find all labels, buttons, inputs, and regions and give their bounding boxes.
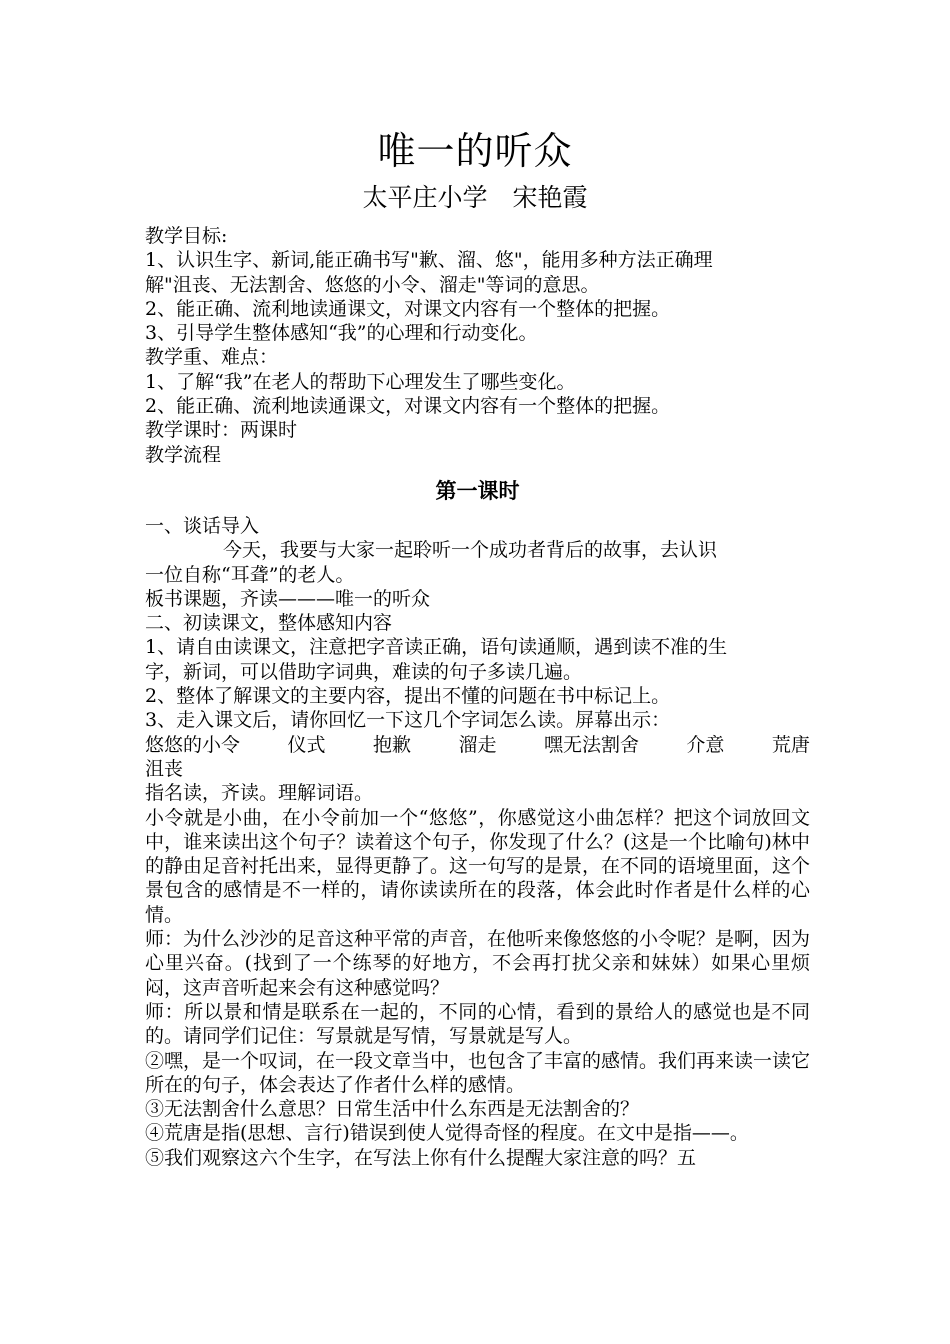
- vocabulary-row: [145, 733, 810, 757]
- document-title: 唯一的听众: [377, 129, 573, 173]
- paragraph: ③无法割舍什么意思？日常生活中什么东西是无法割舍的？: [145, 1098, 640, 1121]
- goal-item: 1、认识生字、新词,能正确书写"歉、溜、悠"，能用多种方法正确理: [145, 249, 713, 272]
- step-item: 2、整体了解课文的主要内容，提出不懂的问题在书中标记上。: [145, 685, 671, 708]
- section-heading: 一、谈话导入: [145, 514, 260, 537]
- vocab-word: 抱歉: [372, 733, 411, 756]
- goal-item-continuation: 解"沮丧、无法割舍、悠悠的小令、溜走"等词的意思。: [145, 273, 600, 296]
- paragraph: 师：所以景和情是联系在一起的，不同的心情，看到的景给人的感觉也是不同的。请同学们记住：写景就是写情，写景就是写人。: [145, 1000, 810, 1048]
- paragraph-line: 一位自称“耳聋”的老人。: [145, 563, 355, 586]
- goal-item: 2、能正确、流利地读通课文，对课文内容有一个整体的把握。: [145, 297, 671, 320]
- instruction-line: 指名读，齐读。理解词语。: [145, 782, 374, 805]
- key-point-item: 1、了解“我”在老人的帮助下心理发生了哪些变化。: [145, 370, 576, 393]
- vocab-word: 嘿无法割舍: [543, 733, 639, 756]
- paragraph: 师：为什么沙沙的足音这种平常的声音，在他听来像悠悠的小令呢？是啊，因为心里兴奋。(找到了一个练琴的好地方，不会再打扰父亲和妹妹）如果心里烦闷，这声音听起来会有这种感觉吗？: [145, 928, 811, 999]
- paragraph-line: 今天，我要与大家一起聆听一个成功者背后的故事，去认识: [223, 539, 718, 562]
- board-note: 板书课题，齐读———唯一的听众: [145, 587, 431, 610]
- section-heading: 二、初读课文，整体感知内容: [145, 612, 393, 635]
- key-points-heading: 教学重、难点：: [145, 346, 279, 369]
- vocab-word: 荒唐: [771, 733, 810, 756]
- vocab-word: 悠悠的小令: [145, 733, 241, 756]
- lesson-hours: 教学课时：两课时: [145, 419, 298, 442]
- vocab-word-wrapped: 沮丧: [145, 757, 184, 780]
- step-item-continuation: 字，新词，可以借助字词典，难读的句子多读几遍。: [145, 660, 583, 683]
- document-body: [145, 224, 810, 1170]
- paragraph: ④荒唐是指(思想、言行)错误到使人觉得奇怪的程度。在文中是指——。: [145, 1122, 749, 1145]
- key-point-item: 2、能正确、流利地读通课文，对课文内容有一个整体的把握。: [145, 395, 671, 418]
- vocab-word: 溜走: [458, 733, 497, 756]
- document-subtitle: 太平庄小学 宋艳霞: [362, 183, 588, 212]
- step-item: 3、走入课文后，请你回忆一下这几个字词怎么读。屏幕出示：: [145, 709, 671, 732]
- goal-item: 3、引导学生整体感知“我”的心理和行动变化。: [145, 322, 538, 345]
- paragraph: 小令就是小曲，在小令前加一个“悠悠”，你感觉这小曲怎样？把这个词放回文中，谁来读出这个句子？读着这个句子，你发现了什么？(这是一个比喻句)林中的静由足音衬托出来，显得更静了。这一句写的是景，在不同的语境里面，这个景包含的感情是不一样的，请你读读所在的段落，体会此时作者是什么样的心情。: [145, 806, 811, 926]
- vocab-word: 仪式: [287, 733, 326, 756]
- flow-heading: 教学流程: [145, 443, 222, 466]
- paragraph: ⑤我们观察这六个生字，在写法上你有什么提醒大家注意的吗？五: [145, 1146, 697, 1169]
- step-item: 1、请自由读课文，注意把字音读正确，语句读通顺，遇到读不准的生: [145, 636, 728, 659]
- vocab-word: 介意: [686, 733, 725, 756]
- paragraph: ②嘿，是一个叹词，在一段文章当中，也包含了丰富的感情。我们再来读一读它所在的句子，体会表达了作者什么样的感情。: [145, 1049, 811, 1096]
- lesson-heading: 第一课时: [435, 478, 520, 503]
- goals-heading: 教学目标:: [145, 225, 228, 247]
